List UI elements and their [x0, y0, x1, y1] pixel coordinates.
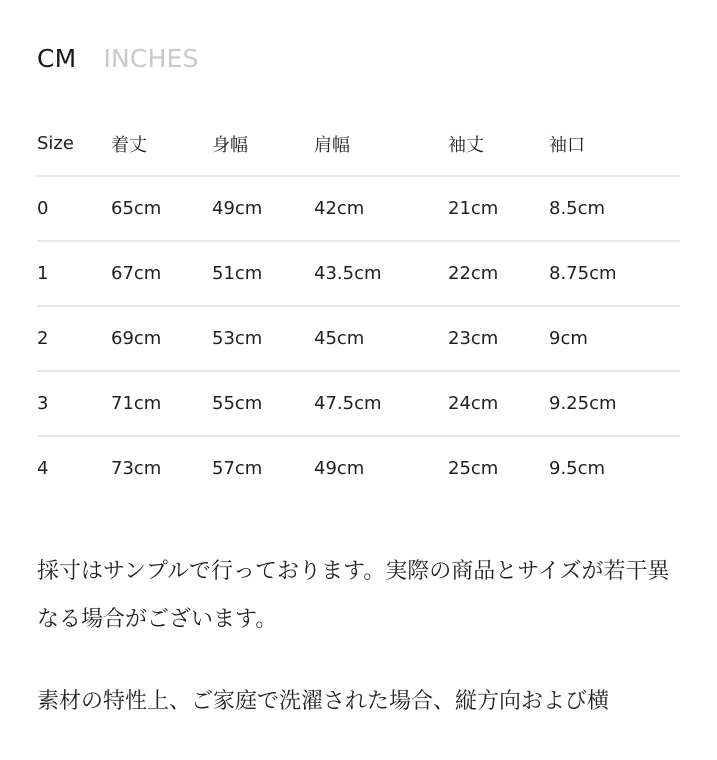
table-cell: 45cm [314, 328, 365, 349]
table-row [37, 176, 680, 241]
table-cell: 8.75cm [549, 263, 617, 284]
table-cell: 9.5cm [549, 458, 606, 479]
table-cell: 71cm [111, 393, 162, 414]
table-cell: 23cm [448, 328, 499, 349]
table-cell: 2 [37, 328, 49, 349]
table-cell: 8.5cm [549, 198, 606, 219]
table-header-row [37, 112, 680, 176]
header-sleeve-length: 袖丈 [448, 134, 484, 156]
tab-inches[interactable]: INCHES [103, 44, 199, 73]
table-cell: 49cm [314, 458, 365, 479]
table-cell: 43.5cm [314, 263, 382, 284]
table-cell: 0 [37, 198, 49, 219]
table-row [37, 436, 680, 500]
notes [37, 548, 682, 760]
table-cell: 53cm [212, 328, 263, 349]
table-cell: 4 [37, 458, 49, 479]
header-shoulder-width: 肩幅 [314, 134, 350, 156]
tab-cm[interactable]: CM [37, 44, 77, 73]
table-body [37, 176, 680, 500]
table-cell: 57cm [212, 458, 263, 479]
table-cell: 49cm [212, 198, 263, 219]
table-cell: 24cm [448, 393, 499, 414]
table-cell: 3 [37, 393, 49, 414]
table-cell: 73cm [111, 458, 162, 479]
header-cuff: 袖口 [549, 134, 585, 156]
table-cell: 21cm [448, 198, 499, 219]
size-table [37, 112, 680, 500]
table-cell: 42cm [314, 198, 365, 219]
header-size: Size [37, 133, 74, 154]
table-cell: 25cm [448, 458, 499, 479]
note-paragraph: 素材の特性上、ご家庭で洗濯された場合、縦方向および横 [37, 689, 610, 714]
table-cell: 47.5cm [314, 393, 382, 414]
table-cell: 65cm [111, 198, 162, 219]
unit-tabs [37, 44, 199, 74]
table-row [37, 371, 680, 436]
table-cell: 69cm [111, 328, 162, 349]
table-cell: 9.25cm [549, 393, 617, 414]
table-cell: 9cm [549, 328, 588, 349]
note-paragraph: 採寸はサンプルで行っております。実際の商品とサイズが若干異なる場合がございます。 [37, 559, 670, 632]
table-cell: 51cm [212, 263, 263, 284]
header-length: 着丈 [111, 134, 147, 156]
table-row [37, 306, 680, 371]
table-row [37, 241, 680, 306]
table-cell: 1 [37, 263, 49, 284]
header-body-width: 身幅 [212, 134, 248, 156]
table-cell: 22cm [448, 263, 499, 284]
table-cell: 55cm [212, 393, 263, 414]
table-cell: 67cm [111, 263, 162, 284]
